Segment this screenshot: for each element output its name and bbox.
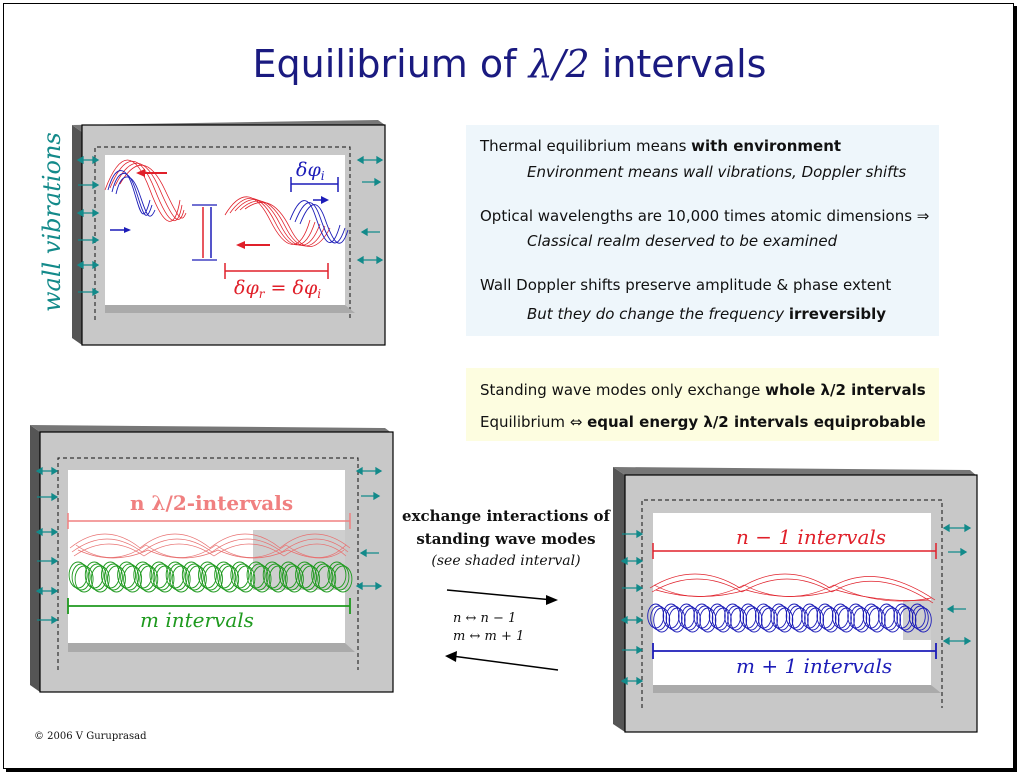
info-line-3: Wall Doppler shifts preserve amplitude & phase extent (480, 276, 892, 294)
exchange-arrow-right (447, 590, 553, 600)
relation-n: n ↔ n − 1 (453, 611, 517, 626)
left-cavity-floor (68, 643, 355, 652)
exchange-arrow-left (452, 656, 558, 670)
relation-m: m ↔ m + 1 (453, 629, 525, 644)
highlight-line-2: Equilibrium ⇔ equal energy λ/2 intervals equiprobable (480, 413, 926, 431)
exchange-text-2: standing wave modes (416, 530, 596, 548)
delta-phi-i-label: $\delta\varphi_i$ (296, 159, 325, 183)
n-minus-1-label: n − 1 intervals (736, 525, 887, 549)
wall-vibrations-label: wall vibrations (38, 132, 66, 312)
left-cavity-side (30, 425, 40, 692)
delta-phi-r-label: $\delta\varphi_r = \delta\varphi_i$ (234, 277, 322, 301)
title-prefix: Equilibrium of (252, 42, 529, 86)
m-plus-1-label: m + 1 intervals (736, 654, 893, 678)
info-line-3-indent: But they do change the frequency irreversibly (527, 305, 887, 323)
info-line-2-indent: Classical realm deserved to be examined (527, 232, 838, 250)
info-line-2: Optical wavelengths are 10,000 times atomic dimensions ⇒ (480, 207, 930, 225)
info-line-1: Thermal equilibrium means with environment (480, 137, 842, 155)
title-suffix: intervals (589, 42, 767, 86)
exchange-text-3: (see shaded interval) (431, 553, 581, 569)
m-intervals-label: m intervals (140, 608, 254, 632)
highlight-line-1: Standing wave modes only exchange whole λ/2 intervals (480, 381, 926, 399)
exchange-text-1: exchange interactions of (402, 507, 610, 525)
info-line-1-indent: Environment means wall vibrations, Doppler shifts (527, 163, 907, 181)
n-intervals-label: n λ/2-intervals (130, 491, 294, 515)
copyright-text: © 2006 V Guruprasad (34, 731, 147, 742)
title-lambda: λ/2 (528, 42, 590, 86)
right-cavity-floor (653, 685, 941, 693)
